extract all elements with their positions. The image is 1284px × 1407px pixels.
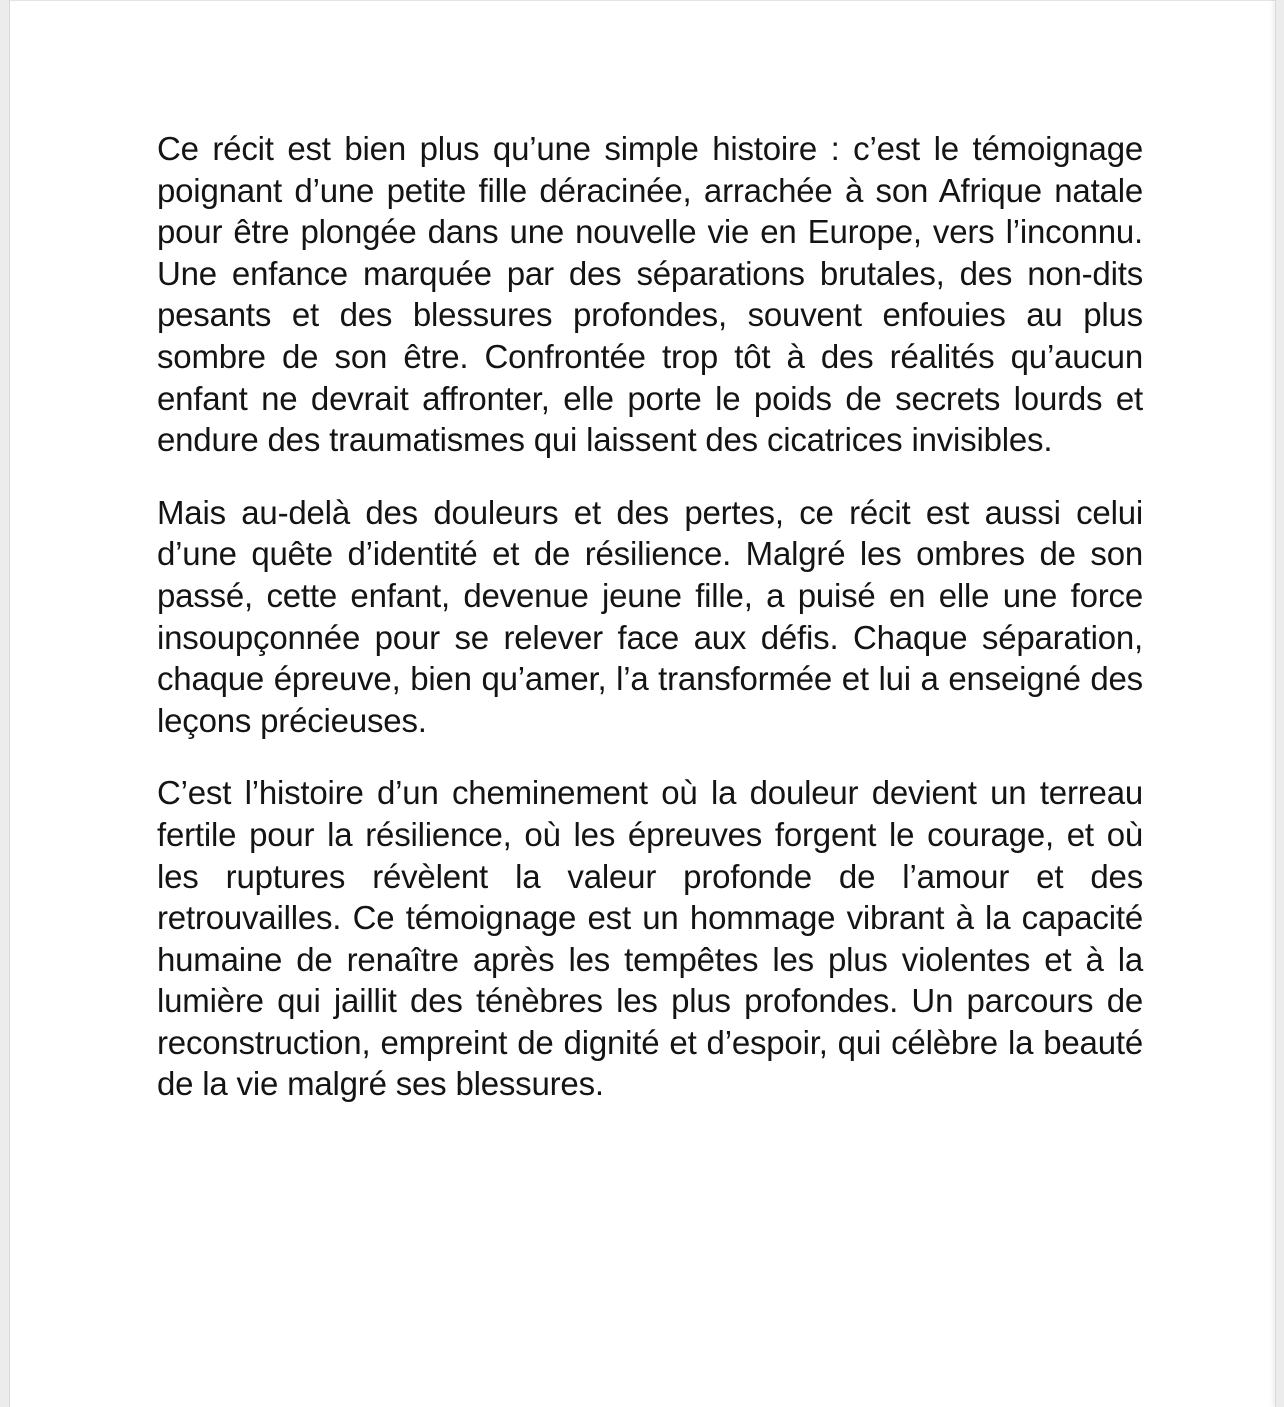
page-right-margin <box>1275 0 1284 1407</box>
paragraph-1: Ce récit est bien plus qu’une simple histoire : c’est le témoignage poignant d’une petite fille déracinée, arrachée à son Afrique natale pour être plongée dans une nouvelle vie en Europe, vers l’inconnu. Une enfance marquée par des séparations brutales, des non-dits pesants et des blessures profondes, souvent enfouies au plus sombre de son être. Confrontée trop tôt à des réalités qu’aucun enfant ne devrait affronter, elle porte le poids de secrets lourds et endure des traumatismes qui laissent des cicatrices invisibles. <box>157 130 1143 459</box>
paragraph-2: Mais au-delà des douleurs et des pertes, ce récit est aussi celui d’une quête d’identité et de résilience. Malgré les ombres de son passé, cette enfant, devenue jeune fille, a puisé en elle une force insoupçonnée pour se relever face aux défis. Chaque séparation, chaque épreuve, bien qu’amer, l’a transformée et lui a enseigné des leçons précieuses. <box>157 493 1143 739</box>
paragraph-3: C’est l’histoire d’un cheminement où la douleur devient un terreau fertile pour la résilience, où les épreuves forgent le courage, et où les ruptures révèlent la valeur profonde de l’amour et des retrouvailles. Ce témoignage est un hommage vibrant à la capacité humaine de renaître après les tempêtes les plus violentes et à la lumière qui jaillit des ténèbres les plus profondes. Un parcours de reconstruction, empreint de dignité et d’espoir, qui célèbre la beauté de la vie malgré ses blessures. <box>157 774 1143 1103</box>
page-text-area <box>157 0 1143 1136</box>
page-left-margin <box>0 0 10 1407</box>
